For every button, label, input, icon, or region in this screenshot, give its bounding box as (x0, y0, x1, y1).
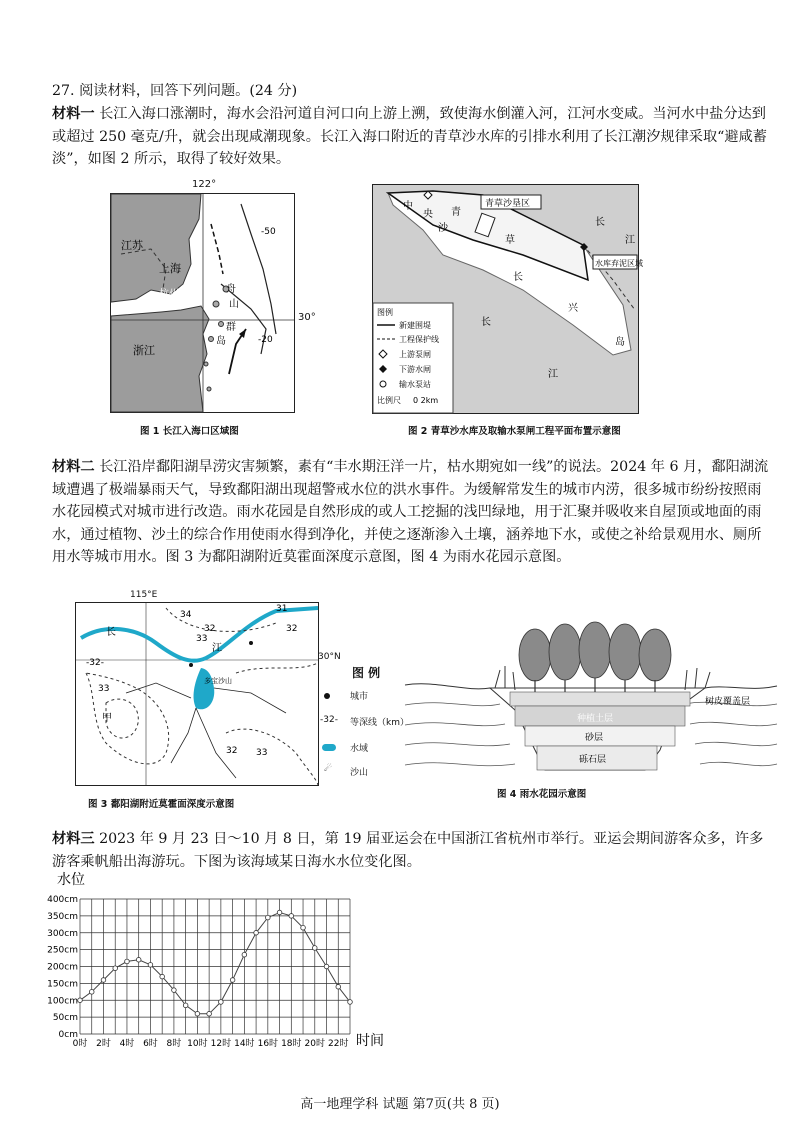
map-label: 舟 (226, 284, 236, 295)
layer-label: 砂层 (585, 733, 604, 743)
soil-lines-left (405, 703, 515, 766)
layer-label: 树皮覆盖层 (705, 697, 751, 707)
fig3-latitude: 30°N (318, 652, 341, 662)
tree-icon (609, 624, 641, 680)
material-one-text: 长江入海口涨潮时，海水会沿河道自河口向上游上溯，致使海水倒灌入河，江河水变咸。当河水中盐分达到或超过 250 毫克/升，就会出现咸潮现象。长江入海口附近的青草沙水库的引排水利用了长江潮汐规律采取“避咸蓄淡”，如图 2 所示，取得了较好效果。 (52, 106, 767, 168)
map-label: 中 (403, 201, 413, 212)
x-tick-label: 10时 (187, 1039, 208, 1049)
map-label: 草 (505, 235, 515, 246)
current-arrow (211, 224, 223, 274)
map-label: 多宝沙山 (204, 677, 232, 685)
question-header: 27. 阅读材料，回答下列问题。(24 分) (52, 83, 298, 99)
city-marker (189, 663, 193, 667)
legend-item: 城市 (350, 692, 369, 702)
data-point (136, 957, 141, 962)
data-point (336, 984, 341, 989)
island (213, 301, 219, 307)
figure-1-svg (111, 194, 294, 412)
contour (236, 663, 318, 673)
material-one (52, 103, 772, 171)
data-point (348, 1000, 353, 1005)
contour-label: 32 (204, 624, 216, 634)
y-tick-label: 300cm (47, 928, 78, 939)
material-two (52, 456, 772, 569)
legend-scale-value: 0 2km (413, 396, 439, 405)
y-tick-label: 250cm (47, 945, 78, 956)
figure-3-map (75, 602, 319, 786)
data-point (266, 915, 271, 920)
legend-item: 输水泵站 (399, 380, 431, 389)
map-label: 长 (481, 317, 491, 328)
x-tick-label: 16时 (257, 1039, 279, 1049)
data-point (230, 978, 235, 983)
chart-ylabel: 水位 (57, 872, 85, 888)
material-three-label: 材料三 (52, 831, 95, 847)
contour (226, 729, 318, 785)
water-level-chart (40, 866, 400, 1056)
isobath-label: -20 (258, 335, 273, 345)
map-label: 岛 (615, 337, 625, 348)
data-point (195, 1011, 200, 1016)
data-point (289, 914, 294, 919)
legend-item: 水域 (350, 744, 369, 754)
bark-layer (510, 692, 690, 706)
legend-item: 等深线（km） (350, 718, 409, 728)
contour-label: 33 (256, 748, 268, 758)
x-tick-label: 12时 (210, 1039, 232, 1049)
map-label: 江苏 (121, 239, 143, 252)
legend-scale: 比例尺 (377, 396, 401, 405)
figure-4-svg (405, 600, 777, 782)
figure-1-caption: 图 1 长江入海口区域图 (140, 426, 239, 437)
data-point (183, 1003, 188, 1008)
legend-title: 图例 (377, 308, 393, 317)
fig1-latitude: 30° (298, 312, 316, 323)
chart-grid (80, 899, 350, 1034)
x-tick-label: 4时 (119, 1039, 135, 1049)
figure-4-caption: 图 4 雨水花园示意图 (497, 789, 587, 800)
zhejiang-land (111, 306, 209, 412)
box-label: 青草沙垦区 (485, 199, 531, 209)
island (219, 322, 224, 327)
map-label: 岛 (216, 336, 226, 347)
chart-yticks (47, 895, 78, 1040)
y-tick-label: 50cm (52, 1013, 78, 1024)
tree-icon (639, 629, 671, 681)
map-label: 杭州湾 (159, 289, 189, 300)
tree-icon (519, 629, 551, 681)
map-label: 江 (625, 235, 635, 246)
city-marker (249, 641, 253, 645)
map-label: 上海 (159, 262, 181, 275)
legend-item: 下游水闸 (399, 365, 431, 374)
y-tick-label: 0cm (58, 1030, 78, 1040)
contour-label: -32- (86, 658, 104, 668)
fig3-longitude: 115°E (130, 590, 158, 600)
data-point (219, 1000, 224, 1005)
legend-item: 新建围堤 (399, 321, 431, 330)
page-footer: 高一地理学科 试题 第7页(共 8 页) (300, 1097, 500, 1112)
water-level-line (80, 913, 350, 1014)
x-tick-label: 8时 (166, 1039, 182, 1049)
legend-item: 工程保护线 (399, 335, 439, 344)
legend-title: 图 例 (352, 666, 381, 680)
figure-3-caption: 图 3 鄱阳湖附近莫霍面深度示意图 (88, 799, 235, 810)
map-label: 江 (548, 369, 558, 380)
contour-label: 33 (98, 684, 110, 694)
layer-label: 种植土层 (577, 714, 614, 724)
data-point (277, 910, 282, 915)
x-tick-label: 20时 (304, 1039, 326, 1049)
contour-label: 33 (196, 634, 208, 644)
map-label: 沙 (438, 223, 448, 234)
figure-2-svg (373, 185, 643, 413)
y-tick-label: 150cm (47, 979, 78, 990)
fig1-longitude: 122° (192, 179, 217, 190)
y-tick-label: 350cm (47, 911, 78, 922)
dune-icon: ☄ (324, 764, 333, 774)
legend-item: 沙山 (350, 768, 369, 778)
data-point (301, 925, 306, 930)
legend-circle (380, 381, 386, 387)
material-three-text: 2023 年 9 月 23 日～10 月 8 日，第 19 届亚运会在中国浙江省杭州市举行。亚运会期间游客众多，许多游客乘帆船出海游玩。下图为该海域某日海水水位变化图。 (52, 831, 764, 870)
water-icon (322, 744, 336, 751)
map-label: 群 (226, 322, 236, 333)
figure-4-diagram (405, 600, 777, 782)
box-label: 水库弃泥区域 (595, 259, 643, 268)
map-label: 甲 (102, 713, 112, 724)
legend-item: 上游泵闸 (399, 350, 431, 359)
data-point (324, 964, 329, 969)
map-label: 长 (106, 627, 116, 638)
trees (519, 622, 671, 681)
x-tick-label: 2时 (96, 1039, 111, 1049)
figure-2-caption: 图 2 青草沙水库及取输水泵闸工程平面布置示意图 (408, 426, 621, 437)
chart-xlabel: 时间 (356, 1033, 384, 1049)
data-point (78, 998, 83, 1003)
map-label: 江 (212, 643, 222, 654)
contour-label: 34 (180, 610, 192, 620)
city-icon (324, 693, 330, 699)
island (207, 387, 211, 391)
figure-3-legend (320, 660, 410, 790)
x-tick-label: 0时 (72, 1039, 88, 1049)
map-label: 长 (595, 217, 605, 228)
figure-1-map (110, 193, 295, 413)
map-label: 青 (451, 207, 461, 218)
data-point (207, 1011, 212, 1016)
data-point (125, 959, 130, 964)
x-tick-label: 22时 (328, 1039, 349, 1049)
chart-xticks (73, 1037, 349, 1049)
figure-2-map (372, 184, 643, 414)
data-point (113, 966, 118, 971)
tree-icon (579, 622, 611, 678)
soil-lines-right (685, 702, 777, 765)
poyang-lake (194, 668, 215, 709)
data-point (160, 974, 165, 979)
material-two-text: 长江沿岸鄱阳湖旱涝灾害频繁，素有“丰水期汪洋一片，枯水期宛如一线”的说法。2024 年 6 月，鄱阳湖流域遭遇了极端暴雨天气，导致鄱阳湖出现超警戒水位的洪水事件。为缓解常发生的城市内涝，很多城市纷纷按照雨水花园模式对城市进行改造。雨水花园是自然形成的或人工挖掘的浅凹绿地，用于汇聚并吸收来自屋顶或地面的雨水，通过植物、沙土的综合作用使雨水得到净化，并使之逐渐渗入土壤，涵养地下水，或使之补给景观用水、厕所用水等城市用水。图 3 为鄱阳湖附近莫霍面深度示意图，图 4 为雨水花园示意图。 (52, 459, 769, 566)
legend-symbol-contour: -32- (320, 715, 338, 725)
data-point (312, 946, 317, 951)
island (209, 337, 214, 342)
map-label: 兴 (568, 303, 578, 314)
contour-label: 32 (286, 624, 298, 634)
data-point (148, 963, 153, 968)
data-point (242, 952, 247, 957)
data-point (172, 988, 177, 993)
map-label: 央 (423, 209, 433, 220)
x-tick-label: 6时 (143, 1039, 158, 1049)
x-tick-label: 14时 (234, 1039, 255, 1049)
data-point (101, 978, 106, 983)
contour-label: 32 (226, 746, 238, 756)
figure-3-svg (76, 603, 318, 785)
map-label: 长 (513, 272, 523, 283)
map-label: 山 (229, 299, 239, 310)
map-label: 浙江 (133, 344, 155, 357)
contour-label: 31 (276, 604, 288, 614)
y-tick-label: 400cm (47, 895, 78, 905)
data-point (89, 990, 94, 995)
material-two-label: 材料二 (52, 459, 95, 475)
isobath-label: -50 (261, 227, 276, 237)
x-tick-label: 18时 (281, 1039, 302, 1049)
tree-icon (549, 624, 581, 680)
island (204, 362, 208, 366)
material-one-label: 材料一 (52, 106, 95, 122)
y-tick-label: 100cm (47, 996, 78, 1007)
y-tick-label: 200cm (47, 962, 78, 973)
isobath-50 (241, 204, 276, 334)
layer-label: 砾石层 (579, 755, 607, 765)
data-point (254, 930, 259, 935)
